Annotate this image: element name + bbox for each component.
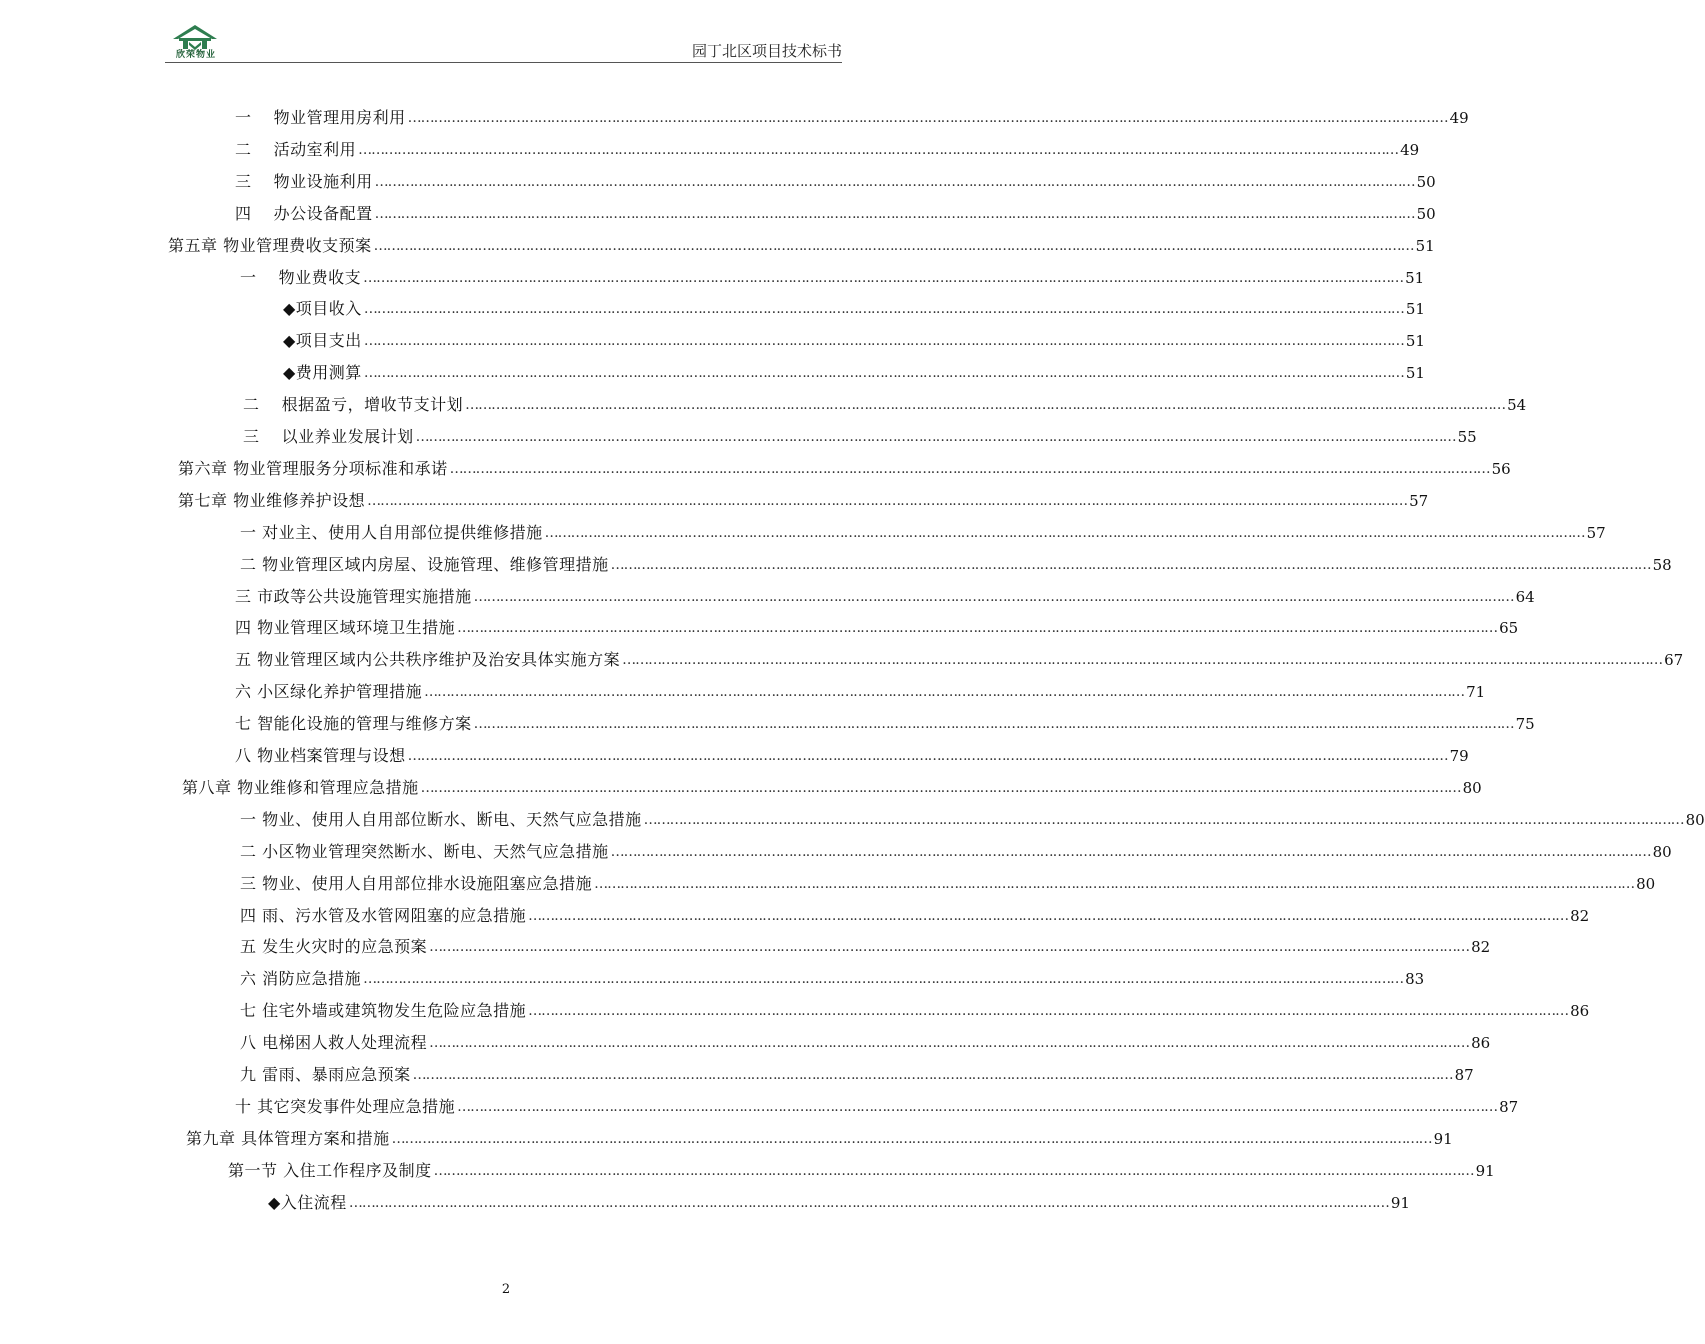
toc-entry-label: 第九章 具体管理方案和措施 xyxy=(186,1128,390,1148)
toc-entry-page: 51 xyxy=(1405,332,1425,351)
toc-leader-dots: …………………………………………………………………………………………………………………………………………………………………………………………………………………… xyxy=(622,652,1663,669)
toc-leader-dots: …………………………………………………………………………………………………………………………………………………………………………………………………………………… xyxy=(374,205,1415,222)
toc-leader-dots: …………………………………………………………………………………………………………………………………………………………………………………………………………………… xyxy=(407,110,1448,126)
toc-entry[interactable] xyxy=(235,198,1436,230)
toc-entry-page: 51 xyxy=(1405,300,1425,319)
toc-entry-page: 80 xyxy=(1636,874,1656,893)
toc-entry-label: 八 物业档案管理与设想 xyxy=(235,746,406,765)
toc-entry-page: 57 xyxy=(1409,491,1429,510)
toc-entry[interactable] xyxy=(235,102,1469,134)
toc-entry[interactable] xyxy=(283,293,1425,325)
toc-entry-label: 一 物业管理用房利用 xyxy=(235,108,406,127)
toc-entry-label: 五 发生火灾时的应急预案 xyxy=(240,937,428,957)
toc-entry[interactable] xyxy=(235,134,1420,166)
toc-leader-dots: …………………………………………………………………………………………………………………………………………………………………………………………………………………… xyxy=(429,1035,1470,1052)
toc-entry[interactable] xyxy=(240,1059,1474,1091)
toc-leader-dots: …………………………………………………………………………………………………………………………………………………………………………………………………………………… xyxy=(363,269,1404,286)
toc-entry-page: 82 xyxy=(1471,938,1491,957)
toc-leader-dots: …………………………………………………………………………………………………………………………………………………………………………………………………………………… xyxy=(373,237,1414,254)
toc-leader-dots: …………………………………………………………………………………………………………………………………………………………………………………………………………………… xyxy=(473,716,1514,733)
toc-entry-label: 六 消防应急措施 xyxy=(240,969,362,989)
toc-entry[interactable] xyxy=(235,708,1535,740)
toc-entry[interactable] xyxy=(235,1091,1519,1123)
toc-entry-label: 一 物业、使用人自用部位断水、断电、天然气应急措施 xyxy=(240,809,642,829)
toc-entry-label: ◆入住流程 xyxy=(268,1192,347,1212)
toc-entry[interactable] xyxy=(235,612,1519,644)
toc-entry-label: 一 对业主、使用人自用部位提供维修措施 xyxy=(240,522,543,542)
toc-entry[interactable] xyxy=(235,581,1535,613)
toc-leader-dots: …………………………………………………………………………………………………………………………………………………………………………………………………………………… xyxy=(407,748,1448,764)
toc-entry-page: 80 xyxy=(1652,842,1672,861)
toc-leader-dots: …………………………………………………………………………………………………………………………………………………………………………………………………………………… xyxy=(367,492,1408,509)
toc-entry[interactable] xyxy=(186,1123,1453,1155)
toc-entry[interactable] xyxy=(240,1027,1491,1059)
toc-entry[interactable] xyxy=(243,421,1477,453)
toc-entry[interactable] xyxy=(235,644,1684,676)
toc-entry[interactable] xyxy=(240,262,1425,294)
toc-entry[interactable] xyxy=(240,868,1656,900)
toc-entry-label: 三 物业设施利用 xyxy=(235,171,373,191)
toc-entry[interactable] xyxy=(182,772,1482,804)
toc-entry[interactable] xyxy=(240,804,1705,836)
toc-entry-label: 第七章 物业维修养护设想 xyxy=(178,490,366,510)
toc-leader-dots: …………………………………………………………………………………………………………………………………………………………………………………………………………………… xyxy=(363,971,1404,988)
toc-entry-label: 第六章 物业管理服务分项标准和承诺 xyxy=(178,458,448,478)
document-title: 园丁北区项目技术标书 xyxy=(691,42,842,60)
toc-entry-label: 第五章 物业管理费收支预案 xyxy=(168,235,372,255)
toc-entry-page: 87 xyxy=(1499,1097,1519,1116)
toc-entry-label: 第一节 入住工作程序及制度 xyxy=(228,1160,432,1180)
toc-entry-label: 七 智能化设施的管理与维修方案 xyxy=(235,714,472,734)
toc-leader-dots: …………………………………………………………………………………………………………………………………………………………………………………………………………………… xyxy=(433,1162,1474,1179)
toc-entry-page: 57 xyxy=(1586,523,1606,542)
toc-entry-page: 65 xyxy=(1499,619,1519,638)
toc-entry[interactable] xyxy=(283,325,1425,357)
toc-entry-label: 四 物业管理区域环境卫生措施 xyxy=(235,618,456,638)
toc-entry-page: 51 xyxy=(1405,364,1425,383)
toc-entry-page: 80 xyxy=(1685,810,1705,829)
toc-entry-label: 三 物业、使用人自用部位排水设施阻塞应急措施 xyxy=(240,873,593,893)
toc-entry-page: 58 xyxy=(1652,555,1672,574)
toc-leader-dots: …………………………………………………………………………………………………………………………………………………………………………………………………………………… xyxy=(473,588,1514,605)
toc-entry-label: 二 小区物业管理突然断水、断电、天然气应急措施 xyxy=(240,841,609,861)
toc-leader-dots: …………………………………………………………………………………………………………………………………………………………………………………………………………………… xyxy=(457,1098,1498,1115)
toc-leader-dots: …………………………………………………………………………………………………………………………………………………………………………………………………………………… xyxy=(544,524,1585,541)
toc-entry-label: 四 办公设备配置 xyxy=(235,203,373,223)
company-logo xyxy=(165,22,225,62)
toc-entry-label: 五 物业管理区域内公共秩序维护及治安具体实施方案 xyxy=(235,650,621,670)
toc-entry-page: 49 xyxy=(1449,109,1469,127)
toc-entry-page: 51 xyxy=(1415,236,1435,255)
toc-entry-page: 64 xyxy=(1515,587,1535,606)
toc-leader-dots: …………………………………………………………………………………………………………………………………………………………………………………………………………………… xyxy=(528,1003,1569,1020)
toc-leader-dots: …………………………………………………………………………………………………………………………………………………………………………………………………………………… xyxy=(449,460,1490,477)
toc-entry-label: ◆费用测算 xyxy=(283,363,362,383)
toc-entry-label: 二 物业管理区域内房屋、设施管理、维修管理措施 xyxy=(240,554,609,574)
toc-leader-dots: …………………………………………………………………………………………………………………………………………………………………………………………………………………… xyxy=(391,1130,1432,1147)
toc-entry-page: 86 xyxy=(1570,1002,1590,1021)
toc-entry-label: 四 雨、污水管及水管网阻塞的应急措施 xyxy=(240,905,527,925)
toc-entry-page: 55 xyxy=(1457,428,1477,446)
toc-entry-label: 六 小区绿化养护管理措施 xyxy=(235,682,423,702)
toc-entry[interactable] xyxy=(168,230,1435,262)
toc-entry-label: ◆项目支出 xyxy=(283,331,362,351)
toc-entry-label: 十 其它突发事件处理应急措施 xyxy=(235,1096,456,1116)
toc-entry-label: 第八章 物业维修和管理应急措施 xyxy=(182,777,419,797)
toc-entry-page: 82 xyxy=(1570,906,1590,925)
toc-entry-page: 91 xyxy=(1390,1193,1410,1212)
toc-entry-page: 91 xyxy=(1475,1161,1495,1180)
toc-entry-page: 50 xyxy=(1416,172,1436,191)
toc-leader-dots: …………………………………………………………………………………………………………………………………………………………………………………………………………………… xyxy=(358,141,1399,158)
toc-leader-dots: …………………………………………………………………………………………………………………………………………………………………………………………………………………… xyxy=(594,875,1635,892)
toc-leader-dots: …………………………………………………………………………………………………………………………………………………………………………………………………………………… xyxy=(415,429,1456,445)
toc-entry-page: 83 xyxy=(1405,970,1425,989)
toc-entry-page: 91 xyxy=(1433,1129,1453,1148)
toc-leader-dots: …………………………………………………………………………………………………………………………………………………………………………………………………………………… xyxy=(457,620,1498,637)
toc-leader-dots: …………………………………………………………………………………………………………………………………………………………………………………………………………………… xyxy=(465,397,1506,414)
toc-entry[interactable] xyxy=(240,549,1672,581)
toc-leader-dots: …………………………………………………………………………………………………………………………………………………………………………………………………………………… xyxy=(643,811,1684,828)
toc-entry-label: ◆项目收入 xyxy=(283,299,362,319)
toc-entry[interactable] xyxy=(240,931,1491,963)
toc-entry-page: 50 xyxy=(1416,204,1436,223)
toc-entry-page: 54 xyxy=(1507,396,1527,415)
toc-leader-dots: …………………………………………………………………………………………………………………………………………………………………………………………………………………… xyxy=(429,939,1470,956)
toc-leader-dots: …………………………………………………………………………………………………………………………………………………………………………………………………………………… xyxy=(363,365,1404,382)
toc-leader-dots: …………………………………………………………………………………………………………………………………………………………………………………………………………………… xyxy=(363,301,1404,318)
toc-leader-dots: …………………………………………………………………………………………………………………………………………………………………………………………………………………… xyxy=(348,1194,1389,1211)
header-divider xyxy=(165,62,842,63)
toc-entry-label: 二 根据盈亏，增收节支计划 xyxy=(243,395,464,415)
toc-entry-page: 80 xyxy=(1462,778,1482,797)
toc-entry-label: 一 物业费收支 xyxy=(240,267,362,287)
toc-entry[interactable] xyxy=(240,995,1590,1027)
toc-entry[interactable] xyxy=(240,963,1425,995)
logo-text: 欣荣物业 xyxy=(175,50,216,60)
toc-entry[interactable] xyxy=(240,517,1606,549)
toc-leader-dots: …………………………………………………………………………………………………………………………………………………………………………………………………………………… xyxy=(420,779,1461,796)
toc-entry-label: 七 住宅外墙或建筑物发生危险应急措施 xyxy=(240,1001,527,1021)
toc-leader-dots: …………………………………………………………………………………………………………………………………………………………………………………………………………………… xyxy=(528,907,1569,924)
toc-leader-dots: …………………………………………………………………………………………………………………………………………………………………………………………………………………… xyxy=(412,1067,1453,1083)
toc-leader-dots: …………………………………………………………………………………………………………………………………………………………………………………………………………………… xyxy=(610,843,1651,860)
toc-leader-dots: …………………………………………………………………………………………………………………………………………………………………………………………………………………… xyxy=(363,333,1404,350)
toc-entry-label: 三 市政等公共设施管理实施措施 xyxy=(235,586,472,606)
page-header xyxy=(165,22,842,62)
toc-entry[interactable] xyxy=(240,900,1590,932)
toc-entry-page: 71 xyxy=(1466,683,1486,702)
toc-entry-page: 87 xyxy=(1454,1066,1474,1084)
toc-entry[interactable] xyxy=(178,453,1511,485)
toc-leader-dots: …………………………………………………………………………………………………………………………………………………………………………………………………………………… xyxy=(424,684,1465,701)
toc-entry-page: 49 xyxy=(1400,140,1420,159)
toc-entry[interactable] xyxy=(283,357,1425,389)
toc-entry-page: 67 xyxy=(1664,651,1684,670)
toc-entry[interactable] xyxy=(228,1155,1495,1187)
toc-entry-label: 八 电梯困人救人处理流程 xyxy=(240,1033,428,1053)
toc-entry[interactable] xyxy=(243,389,1527,421)
toc-entry[interactable] xyxy=(235,676,1486,708)
toc-entry-page: 86 xyxy=(1471,1034,1491,1053)
toc-leader-dots: …………………………………………………………………………………………………………………………………………………………………………………………………………………… xyxy=(374,173,1415,190)
toc-entry-label: 二 活动室利用 xyxy=(235,139,357,159)
toc-entry[interactable] xyxy=(268,1187,1410,1219)
toc-entry[interactable] xyxy=(178,485,1429,517)
toc-entry[interactable] xyxy=(235,740,1469,772)
toc-entry[interactable] xyxy=(235,166,1436,198)
toc-entry-page: 75 xyxy=(1515,715,1535,734)
toc-entry-label: 九 雷雨、暴雨应急预案 xyxy=(240,1065,411,1084)
page-number: 2 xyxy=(501,1282,511,1297)
toc-entry-page: 79 xyxy=(1449,747,1469,765)
toc-entry[interactable] xyxy=(240,836,1672,868)
toc-entry-label: 三 以业养业发展计划 xyxy=(243,427,414,446)
toc-entry-page: 56 xyxy=(1491,459,1511,478)
toc-entry-page: 51 xyxy=(1405,268,1425,287)
toc-leader-dots: …………………………………………………………………………………………………………………………………………………………………………………………………………………… xyxy=(610,556,1651,573)
